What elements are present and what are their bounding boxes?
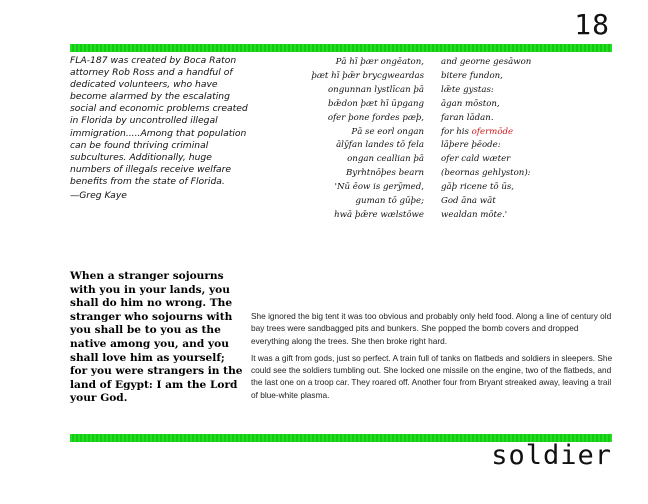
poem-line: þæt hī þǣr brycgweardas: [311, 70, 424, 81]
poem-line: and georne gesāwon: [441, 57, 532, 67]
top-green-rule: [70, 44, 612, 52]
poem-line: hwā þǣre wælstōwe: [334, 209, 424, 220]
poem-line: Pā se eorl ongan: [351, 126, 424, 137]
poem-line: gāþ ricene tō ūs,: [441, 182, 515, 193]
page-number: 18: [574, 8, 610, 41]
poem-line-text: for his: [441, 126, 472, 137]
intro-signature: —Greg Kaye: [70, 190, 127, 202]
intro-paragraph: FLA-187 was created by Boca Raton attorney Rob Ross and a handful of dedicated volunteers, who have become alarmed by the escalating social and economic problems created in Florida by uncontrolled illegal immigration.....Among that population can be found thriving criminal subcultures. Additionally, huge numbers of illegals receive welfare benefits from the state of Florida.: [70, 55, 248, 187]
poem-line: ofer þone fordes pæþ,: [327, 112, 424, 123]
poem-line: āgan mōston,: [441, 98, 500, 109]
poem-line: Byrhtnōþes bearn: [345, 168, 424, 179]
poem-line: ongunnan lystlīcan þā: [328, 84, 424, 95]
poem-line: faran lādan.: [441, 112, 494, 123]
poem-line: wealdan mōte.': [441, 209, 508, 220]
poem-line: Pā hī þær ongēaton,: [335, 57, 424, 67]
poem-right-column: [441, 56, 591, 223]
poem-line: bitere fundon,: [441, 70, 503, 81]
poem-line-with-red-word: [441, 126, 591, 140]
footer-title: soldier: [491, 440, 612, 471]
prose-paragraph: She ignored the big tent it was too obvious and probably only held food. Along a line of century old bay trees were sandbagged pits and bunkers. She popped the bomb covers and dropped everything along the trees. She then broke right hard.: [251, 311, 612, 346]
poem-line: bǣdon þæt hī ūpgang: [328, 98, 424, 109]
poem-line: 'Nū ēow is gerȳmed,: [334, 182, 424, 193]
poem-line: ālȳfan landes tō fela: [336, 140, 424, 151]
poem-line: ongan ceallian þā: [347, 154, 424, 165]
poem-line: lāþere þēode:: [441, 140, 501, 151]
poem-line: ofer cald wæter: [441, 154, 511, 165]
scripture-quote: When a stranger sojourns with you in your lands, you shall do him no wrong. The stranger who sojourns with you shall be to you as the native among you, and you shall love him as yourself; for you were strangers in the land of Egypt: I am the Lord your God.: [70, 270, 243, 405]
intro-text-block: [70, 55, 255, 202]
story-prose: [251, 310, 613, 401]
poem-line: guman tō gūþe;: [355, 196, 424, 207]
poem-line: lǣte gystas:: [441, 84, 494, 95]
poem-left-column: [300, 56, 424, 223]
poem-line: (beornas gehlyston):: [441, 168, 531, 179]
red-highlight-word: ofermōde: [471, 126, 514, 137]
prose-paragraph: It was a gift from gods, just so perfect. A train full of tanks on flatbeds and soldiers in sleepers. She could see the soldiers tumbling out. She locked one missile on the engine, two of the flatbeds, and the last one on a troop car. They roared off. Another four from Bryant streaked away, leaving a trail of blue-white plasma.: [251, 352, 613, 400]
poem-line: God āna wāt: [441, 196, 496, 207]
